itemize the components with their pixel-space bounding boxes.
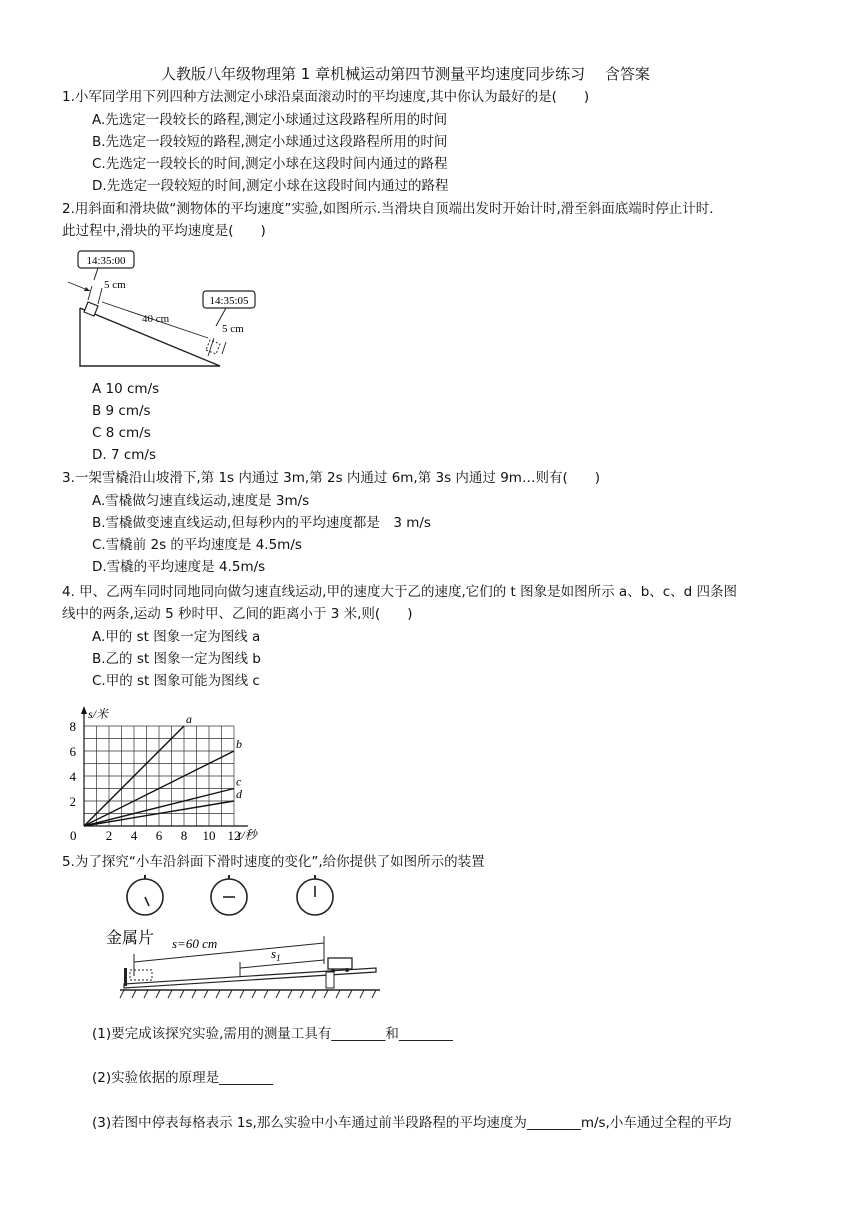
q2-stem-line1: 2.用斜面和滑块做“测物体的平均速度”实验,如图所示.当滑块自顶端出发时开始计时,滑至斜面底端时停止计时. [62, 201, 714, 217]
metal-sheet [124, 968, 127, 986]
q4-stem-line1: 4. 甲、乙两车同时同地同向做匀速直线运动,甲的速度大于乙的速度,它们的 t 图象是如图所示 a、b、c、d 四条图 [62, 584, 738, 600]
q3-option-a: A.雪橇做匀速直线运动,速度是 3m/s [92, 493, 310, 509]
block-bottom-size: 5 cm [222, 323, 244, 335]
stopwatch-icon [127, 875, 163, 915]
y-tick-label: 8 [69, 719, 76, 734]
series-label-b: b [236, 737, 242, 751]
total-distance-label: s=60 cm [172, 936, 218, 951]
x-tick-label: 0 [70, 828, 77, 843]
x-tick-label: 2 [105, 828, 113, 843]
q3-option-b: B.雪橇做变速直线运动,但每秒内的平均速度都是 3 m/s [92, 515, 431, 531]
x-tick-label: 12 [227, 828, 241, 843]
cart-end-position [130, 970, 152, 980]
q2-option-a: A 10 cm/s [92, 381, 160, 397]
q1-option-d: D.先选定一段较短的时间,测定小球在这段时间内通过的路程 [92, 178, 449, 194]
metal-sheet-label: 金属片 [106, 930, 155, 947]
q3-option-c: C.雪橇前 2s 的平均速度是 4.5m/s [92, 537, 302, 553]
q2-option-b: B 9 cm/s [92, 403, 151, 419]
x-tick-label: 4 [130, 828, 138, 843]
q4-option-b: B.乙的 st 图象一定为图线 b [92, 651, 261, 667]
series-label-c: c [236, 774, 242, 789]
stopwatch-icon [297, 875, 333, 915]
cart [328, 958, 352, 969]
end-time-label: 14:35:05 [209, 295, 249, 307]
q1-option-a: A.先选定一段较长的路程,测定小球通过这段路程所用的时间 [92, 112, 448, 128]
start-time-label: 14:35:00 [86, 255, 126, 267]
q5-part3: (3)若图中停表每格表示 1s,那么实验中小车通过前半段路程的平均速度为________m/s,小车通过全程的平均 [92, 1115, 732, 1131]
series-label-d: d [236, 787, 242, 801]
series-label-a: a [186, 712, 192, 726]
x-tick-label: 6 [155, 828, 163, 843]
cart-incline-figure [100, 872, 390, 1004]
q1-option-b: B.先选定一段较短的路程,测定小球通过这段路程所用的时间 [92, 134, 448, 150]
block-top-size: 5 cm [104, 279, 126, 291]
q2-option-c: C 8 cm/s [92, 425, 151, 441]
q4-stem-line2: 线中的两条,运动 5 秒时甲、乙间的距离小于 3 米,则( ) [62, 606, 413, 622]
q5-part1: (1)要完成该探究实验,需用的测量工具有________和________ [92, 1026, 453, 1042]
x-axis-label: t/秒 [238, 828, 257, 842]
incline-board [124, 968, 376, 988]
incline-distance-label: 40 cm [142, 313, 170, 325]
document-title: 人教版八年级物理第 1 章机械运动第四节测量平均速度同步练习 含答案 [161, 65, 650, 83]
q4-option-c: C.甲的 st 图象可能为图线 c [92, 673, 260, 689]
q5-stem: 5.为了探究“小车沿斜面下滑时速度的变化”,给你提供了如图所示的装置 [62, 854, 485, 870]
st-graph [58, 694, 298, 850]
q5-part2: (2)实验依据的原理是________ [92, 1070, 274, 1086]
y-tick-label: 6 [69, 744, 76, 759]
q1-option-c: C.先选定一段较长的时间,测定小球在这段时间内通过的路程 [92, 156, 448, 172]
y-tick-label: 2 [69, 794, 76, 809]
x-tick-label: 8 [180, 828, 188, 843]
x-tick-label: 10 [202, 828, 216, 843]
q1-stem: 1.小军同学用下列四种方法测定小球沿桌面滚动时的平均速度,其中你认为最好的是( ) [62, 89, 590, 105]
support-block [326, 972, 334, 988]
stopwatch-icon [211, 875, 247, 915]
q3-option-d: D.雪橇的平均速度是 4.5m/s [92, 559, 266, 575]
y-axis-label: s/米 [88, 707, 109, 721]
incline-figure [66, 246, 266, 372]
y-tick-label: 4 [69, 769, 76, 784]
y-axis-arrow [81, 706, 87, 714]
s1-label: $s_1$ [271, 946, 281, 963]
q3-stem: 3.一架雪橇沿山坡滑下,第 1s 内通过 3m,第 2s 内通过 6m,第 3s 内通过 9m…则有( ) [62, 470, 600, 486]
q4-option-a: A.甲的 st 图象一定为图线 a [92, 629, 261, 645]
q2-option-d: D. 7 cm/s [92, 447, 157, 463]
q2-stem-line2: 此过程中,滑块的平均速度是( ) [62, 223, 266, 239]
